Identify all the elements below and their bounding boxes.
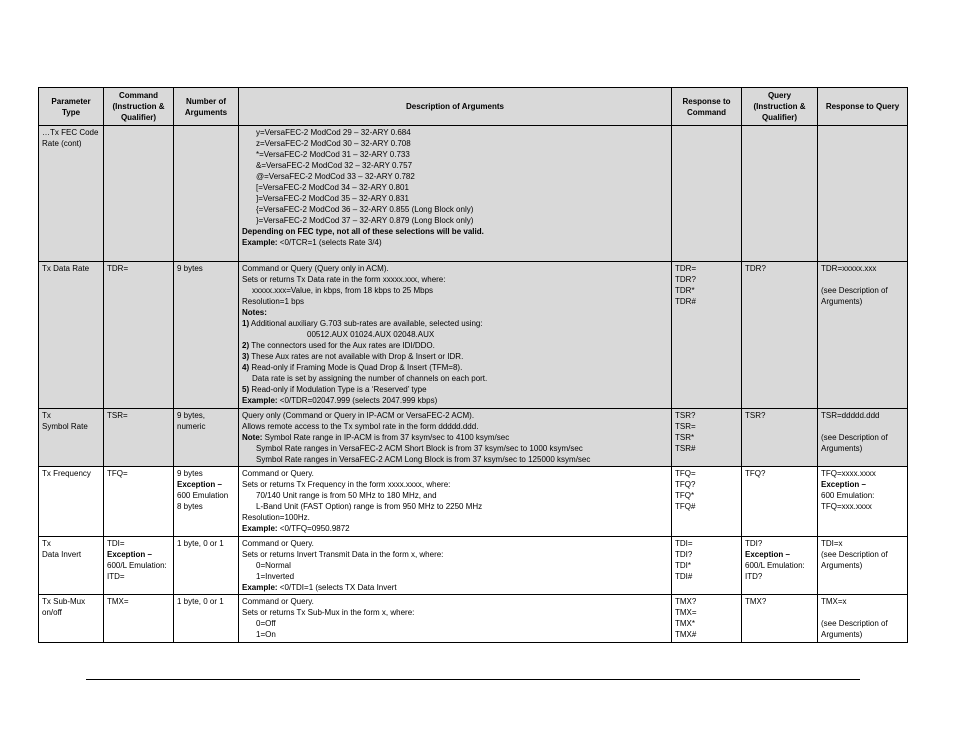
- text-line: [242, 318, 668, 329]
- text-line: xxxxx.xxx=Value, in kbps, from 18 kbps to 25 Mbps: [252, 286, 434, 295]
- table-row: [39, 595, 908, 643]
- cell-response-to-query: [818, 126, 908, 262]
- text-line: 0=Off: [256, 619, 276, 628]
- text-line: [242, 432, 668, 443]
- text-line: Depending on FEC type, not all of these selections will be valid.: [242, 227, 484, 236]
- text: Read-only if Modulation Type is a ‘Reserved’ type: [249, 385, 427, 394]
- cell-command: TDR=: [104, 262, 174, 409]
- text-line: [242, 395, 668, 406]
- text: Additional auxiliary G.703 sub-rates are available, selected using:: [249, 319, 483, 328]
- text-line: TFQ=xxx.xxxx: [821, 502, 872, 511]
- text-line: Symbol Rate ranges in VersaFEC-2 ACM Long Block is from 37 ksym/sec to 125000 ksym/sec: [256, 455, 591, 464]
- text-line: 600 Emulation: [177, 491, 229, 500]
- text-line: y=VersaFEC-2 ModCod 29 – 32-ARY 0.684: [256, 128, 411, 137]
- text-line: [242, 362, 668, 373]
- cell-query: TDR?: [742, 262, 818, 409]
- cell-query: [742, 126, 818, 262]
- text: <0/TCR=1 (selects Rate 3/4): [277, 238, 382, 247]
- cell-response-to-query: TDR=xxxxx.xxx (see Description of Arguments): [818, 262, 908, 409]
- text-line: ]=VersaFEC-2 ModCod 35 – 32-ARY 0.831: [256, 194, 409, 203]
- cell-command: [104, 126, 174, 262]
- text-line: Notes:: [242, 308, 267, 317]
- text-line: Sets or returns Tx Data rate in the form xxxxx.xxx, where:: [242, 275, 446, 284]
- text-line: [242, 384, 668, 395]
- text-line: 0=Normal: [256, 561, 291, 570]
- text: <0/TDR=02047.999 (selects 2047.999 kbps): [277, 396, 438, 405]
- cell-command: TFQ=: [104, 467, 174, 537]
- text-line: [242, 523, 668, 534]
- text-line: Exception –: [821, 480, 866, 489]
- cell-description: [239, 537, 672, 595]
- cell-description: [239, 467, 672, 537]
- text-line: Command or Query.: [242, 469, 314, 478]
- cell-description: [239, 126, 672, 262]
- cell-command: [104, 537, 174, 595]
- text-line: 9 bytes: [177, 469, 203, 478]
- text-line: Exception –: [107, 550, 152, 559]
- text-line: 600/L Emulation:: [745, 561, 805, 570]
- header-parameter-type: Parameter Type: [39, 88, 104, 126]
- bold-label: Example:: [242, 396, 278, 405]
- cell-parameter-type: …Tx FEC Code Rate (cont): [39, 126, 104, 262]
- cell-number-of-arguments: 1 byte, 0 or 1: [174, 595, 239, 643]
- text-line: Exception –: [745, 550, 790, 559]
- cell-number-of-arguments: [174, 467, 239, 537]
- cell-response-to-query: TSR=ddddd.ddd (see Description of Arguments): [818, 409, 908, 467]
- cell-command: TMX=: [104, 595, 174, 643]
- bold-label: Example:: [242, 238, 278, 247]
- text-line: Exception –: [177, 480, 222, 489]
- text: Symbol Rate range in IP-ACM is from 37 ksym/sec to 4100 ksym/sec: [262, 433, 510, 442]
- text-line: {=VersaFEC-2 ModCod 36 – 32-ARY 0.855 (Long Block only): [256, 205, 474, 214]
- text-line: Resolution=100Hz.: [242, 513, 310, 522]
- cell-description: [239, 409, 672, 467]
- text-line: [242, 237, 668, 248]
- cell-parameter-type: Tx Data Invert: [39, 537, 104, 595]
- header-query: Query (Instruction & Qualifier): [742, 88, 818, 126]
- cell-number-of-arguments: 9 bytes, numeric: [174, 409, 239, 467]
- text: These Aux rates are not available with Drop & Insert or IDR.: [249, 352, 464, 361]
- bold-label: 4): [242, 363, 250, 372]
- table-row: [39, 537, 908, 595]
- text-line: 600/L Emulation:: [107, 561, 167, 570]
- cell-number-of-arguments: 9 bytes: [174, 262, 239, 409]
- table-row: [39, 409, 908, 467]
- table-row: [39, 126, 908, 262]
- cell-response-to-command: TSR? TSR= TSR* TSR#: [672, 409, 742, 467]
- text-line: L-Band Unit (FAST Option) range is from 950 MHz to 2250 MHz: [256, 502, 483, 511]
- table-row: [39, 467, 908, 537]
- bold-label: 1): [242, 319, 250, 328]
- text-line: [242, 351, 668, 362]
- bold-label: 3): [242, 352, 250, 361]
- text-line: Query only (Command or Query in IP-ACM or VersaFEC-2 ACM).: [242, 411, 475, 420]
- text-line: Sets or returns Invert Transmit Data in the form x, where:: [242, 550, 444, 559]
- header-description: Description of Arguments: [239, 88, 672, 126]
- header-response-to-command: Response to Command: [672, 88, 742, 126]
- text-line: *=VersaFEC-2 ModCod 31 – 32-ARY 0.733: [256, 150, 410, 159]
- cell-description: [239, 262, 672, 409]
- bold-label: Example:: [242, 583, 278, 592]
- text-line: [242, 340, 668, 351]
- text-line: ITD=: [107, 572, 125, 581]
- text-line: &=VersaFEC-2 ModCod 32 – 32-ARY 0.757: [256, 161, 413, 170]
- cell-response-to-query: [818, 467, 908, 537]
- cell-number-of-arguments: 1 byte, 0 or 1: [174, 537, 239, 595]
- cell-query: TSR?: [742, 409, 818, 467]
- bold-label: Note:: [242, 433, 263, 442]
- cell-parameter-type: Tx Frequency: [39, 467, 104, 537]
- table-body: [39, 126, 908, 643]
- text-line: 600 Emulation:: [821, 491, 875, 500]
- cell-query: [742, 537, 818, 595]
- text-line: Data rate is set by assigning the number of channels on each port.: [252, 374, 488, 383]
- text-line: 8 bytes: [177, 502, 203, 511]
- text-line: Resolution=1 bps: [242, 297, 305, 306]
- cell-parameter-type: Tx Data Rate: [39, 262, 104, 409]
- text-line: @=VersaFEC-2 ModCod 33 – 32-ARY 0.782: [256, 172, 415, 181]
- header-command: Command (Instruction & Qualifier): [104, 88, 174, 126]
- cell-query: TMX?: [742, 595, 818, 643]
- bold-label: 2): [242, 341, 250, 350]
- text: <0/TDI=1 (selects TX Data Invert: [277, 583, 397, 592]
- cell-query: TFQ?: [742, 467, 818, 537]
- cell-response-to-command: TMX? TMX= TMX* TMX#: [672, 595, 742, 643]
- text-line: Command or Query.: [242, 597, 314, 606]
- cell-response-to-command: TDR= TDR? TDR* TDR#: [672, 262, 742, 409]
- cell-response-to-command: TDI= TDI? TDI* TDI#: [672, 537, 742, 595]
- header-number-of-arguments: Number of Arguments: [174, 88, 239, 126]
- footer-divider: [86, 679, 860, 680]
- text-line: 1=Inverted: [256, 572, 295, 581]
- text-line: 1=On: [256, 630, 276, 639]
- table-row: [39, 262, 908, 409]
- header-response-to-query: Response to Query: [818, 88, 908, 126]
- cell-description: [239, 595, 672, 643]
- text-line: ITD?: [745, 572, 763, 581]
- text: <0/TFQ=0950.9872: [277, 524, 350, 533]
- text-line: Allows remote access to the Tx symbol rate in the form ddddd.ddd.: [242, 422, 479, 431]
- command-table: [38, 87, 908, 643]
- text-line: TDI?: [745, 539, 763, 548]
- text-line: 00512.AUX 01024.AUX 02048.AUX: [307, 330, 435, 339]
- cell-parameter-type: Tx Symbol Rate: [39, 409, 104, 467]
- text-line: Symbol Rate ranges in VersaFEC-2 ACM Short Block is from 37 ksym/sec to 1000 ksym/sec: [256, 444, 583, 453]
- bold-label: Example:: [242, 524, 278, 533]
- text-line: [242, 582, 668, 593]
- text-line: z=VersaFEC-2 ModCod 30 – 32-ARY 0.708: [256, 139, 411, 148]
- bold-label: 5): [242, 385, 250, 394]
- cell-number-of-arguments: [174, 126, 239, 262]
- text: The connectors used for the Aux rates are IDI/DDO.: [249, 341, 435, 350]
- text-line: [=VersaFEC-2 ModCod 34 – 32-ARY 0.801: [256, 183, 409, 192]
- header-row: [39, 88, 908, 126]
- text-line: Sets or returns Tx Frequency in the form xxxx.xxxx, where:: [242, 480, 451, 489]
- cell-response-to-command: TFQ= TFQ? TFQ* TFQ#: [672, 467, 742, 537]
- cell-parameter-type: Tx Sub-Mux on/off: [39, 595, 104, 643]
- text-line: 70/140 Unit range is from 50 MHz to 180 MHz, and: [256, 491, 437, 500]
- text-line: Command or Query.: [242, 539, 314, 548]
- text-line: TDI=: [107, 539, 125, 548]
- text-line: Sets or returns Tx Sub-Mux in the form x, where:: [242, 608, 415, 617]
- cell-response-to-query: TDI=x (see Description of Arguments): [818, 537, 908, 595]
- text: Read-only if Framing Mode is Quad Drop & Insert (TFM=8).: [249, 363, 463, 372]
- cell-response-to-query: TMX=x (see Description of Arguments): [818, 595, 908, 643]
- cell-command: TSR=: [104, 409, 174, 467]
- text-line: TFQ=xxxx.xxxx: [821, 469, 876, 478]
- text-line: }=VersaFEC-2 ModCod 37 – 32-ARY 0.879 (Long Block only): [256, 216, 474, 225]
- cell-response-to-command: [672, 126, 742, 262]
- text-line: Command or Query (Query only in ACM).: [242, 264, 389, 273]
